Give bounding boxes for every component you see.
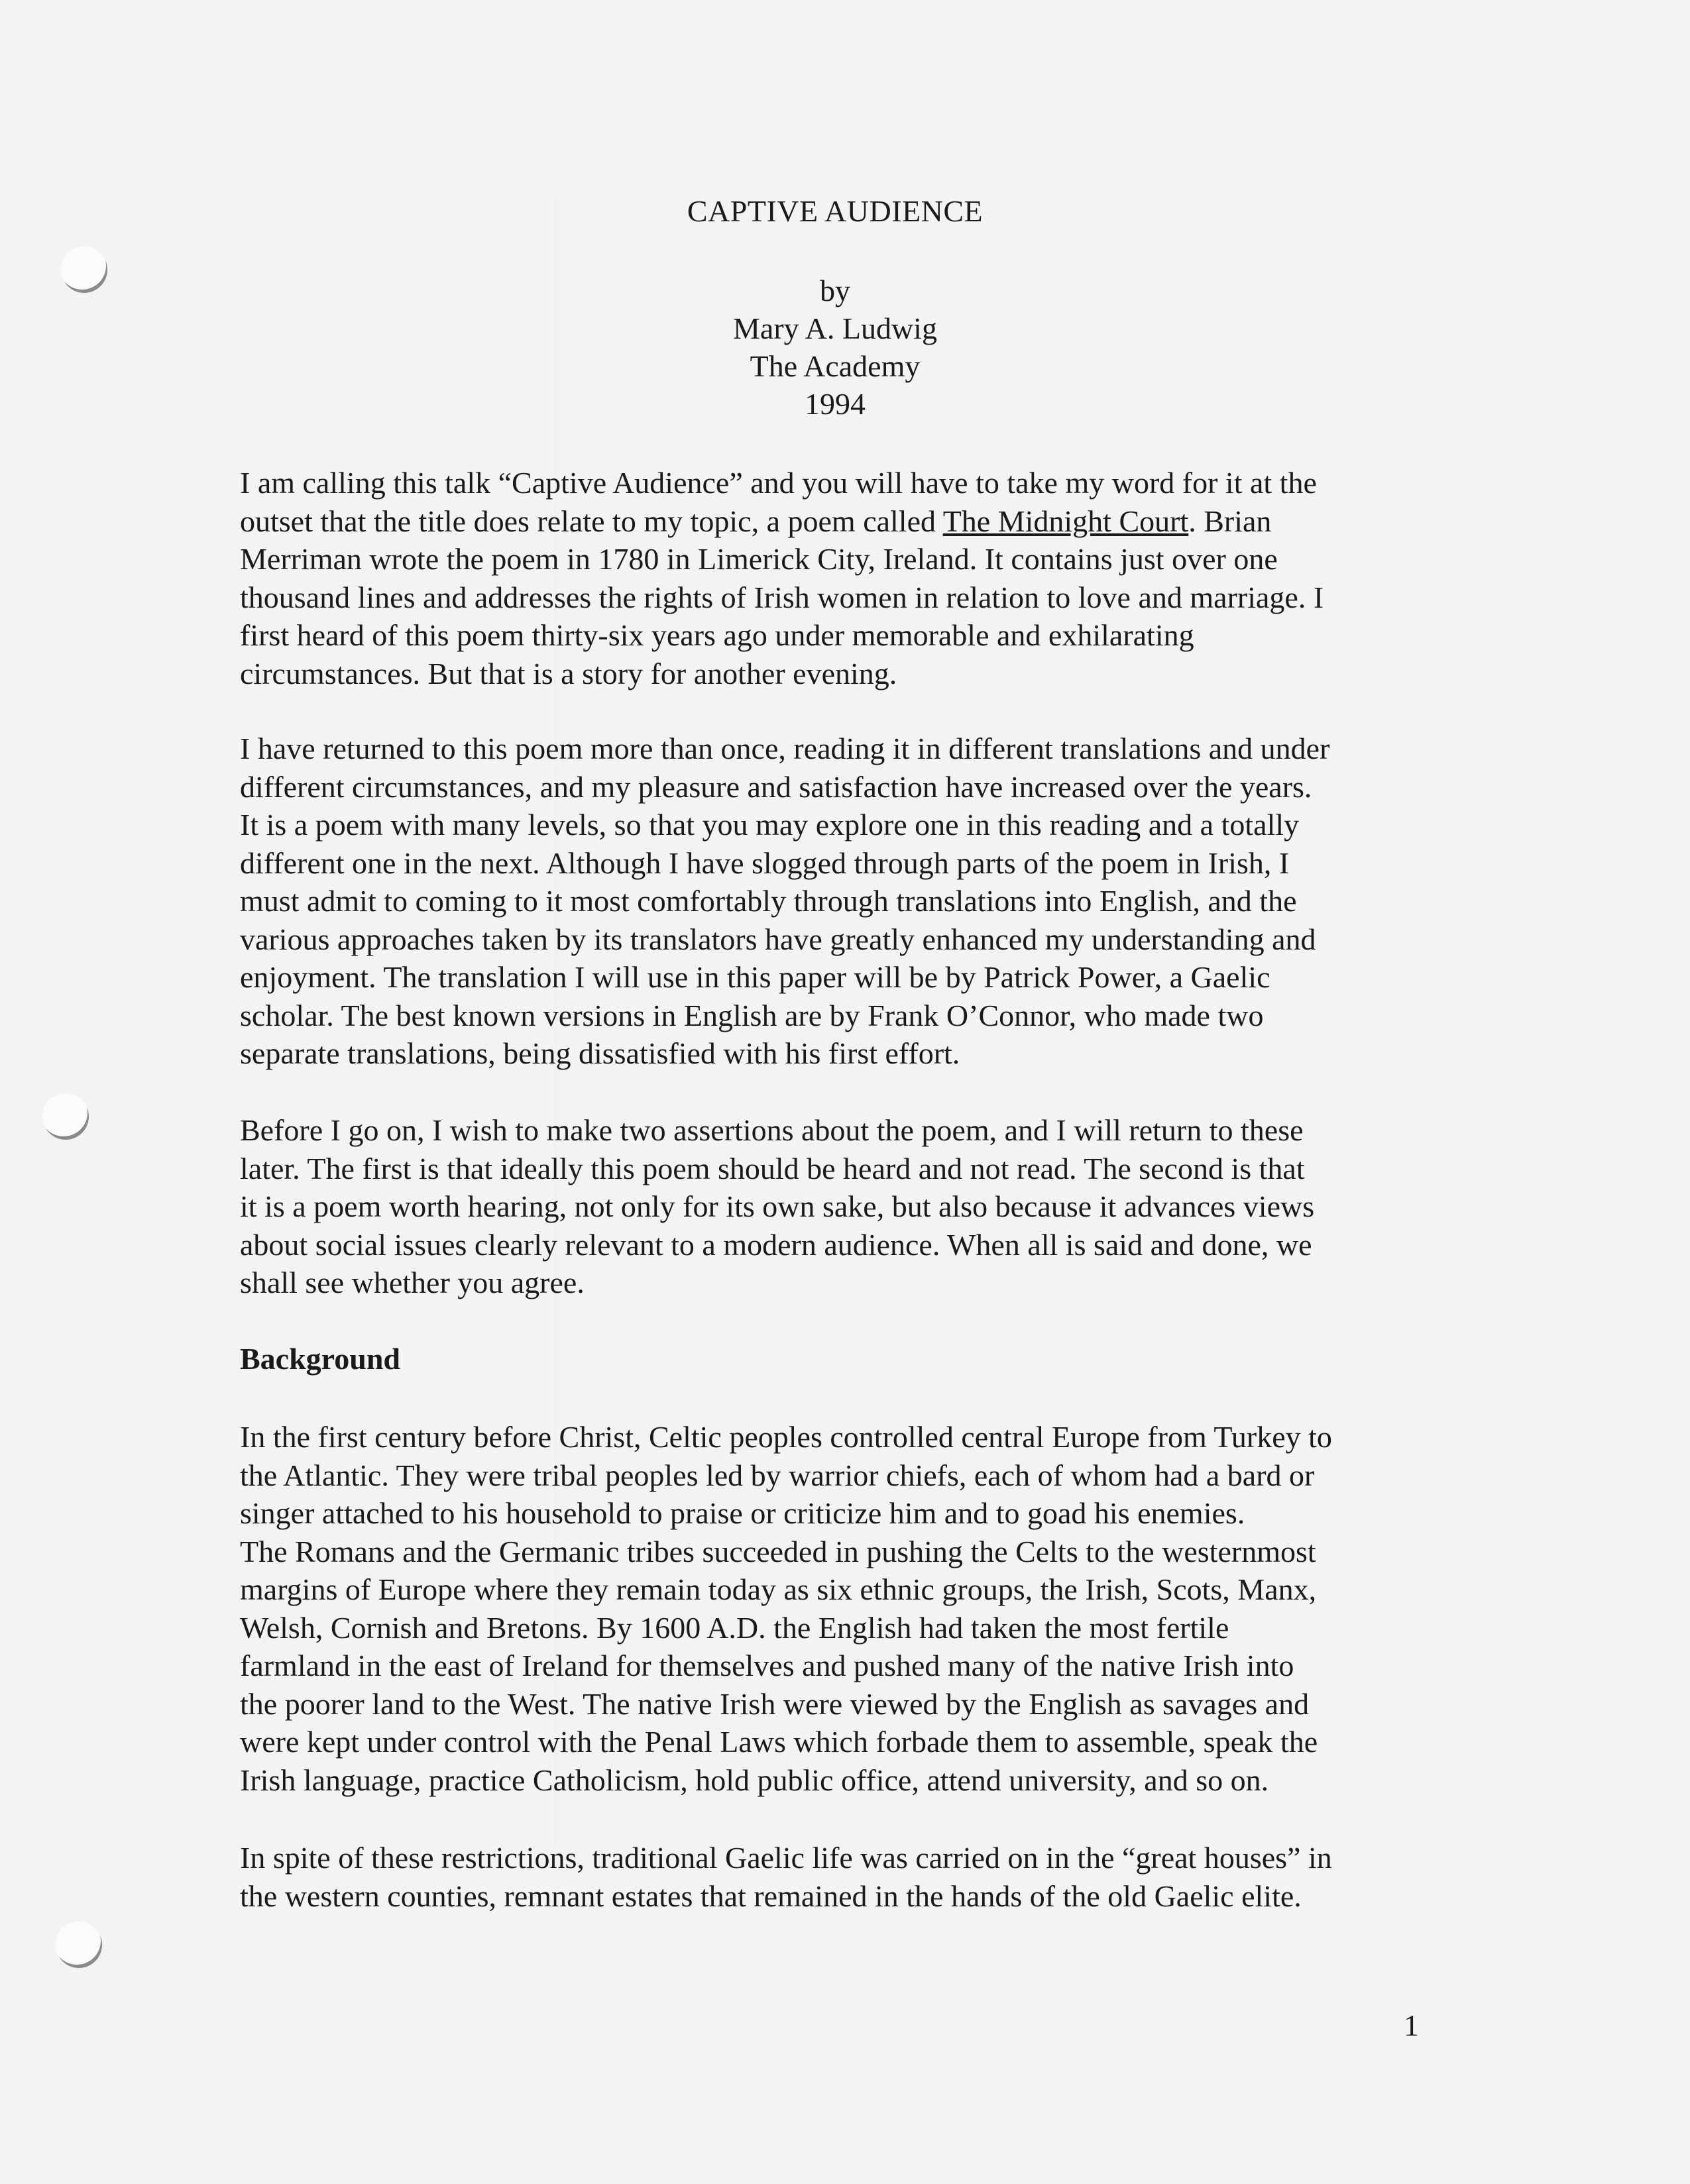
document-title: CAPTIVE AUDIENCE bbox=[687, 194, 984, 228]
paragraph-line: later. The first is that ideally this poem should be heard and not read. The second is that bbox=[240, 1151, 1305, 1185]
paragraph-line: separate translations, being dissatisfied with his first effort. bbox=[240, 1036, 960, 1070]
binder-hole-bottom bbox=[56, 1922, 102, 1968]
paragraph-line: circumstances. But that is a story for another evening. bbox=[240, 656, 897, 690]
paragraph-line: the poorer land to the West. The native Irish were viewed by the English as savages and bbox=[240, 1686, 1310, 1721]
paragraph-line: singer attached to his household to praise or criticize him and to goad his enemies. bbox=[240, 1496, 1245, 1530]
paragraph-line: enjoyment. The translation I will use in this paper will be by Patrick Power, a Gaelic bbox=[240, 960, 1270, 994]
paragraph-line: Merriman wrote the poem in 1780 in Limerick City, Ireland. It contains just over one bbox=[240, 542, 1278, 576]
paragraph-line: first heard of this poem thirty-six years ago under memorable and exhilarating bbox=[240, 618, 1194, 652]
paragraph-line: scholar. The best known versions in English are by Frank O’Connor, who made two bbox=[240, 998, 1264, 1032]
paragraph-line: were kept under control with the Penal Laws which forbade them to assemble, speak the bbox=[240, 1725, 1318, 1759]
paragraph-line: farmland in the east of Ireland for themselves and pushed many of the native Irish into bbox=[240, 1649, 1294, 1682]
paragraph-line: The Romans and the Germanic tribes succeeded in pushing the Celts to the westernmost bbox=[240, 1534, 1316, 1568]
paragraph-line: Before I go on, I wish to make two assertions about the poem, and I will return to these bbox=[240, 1113, 1304, 1147]
paragraph-line: the Atlantic. They were tribal peoples led by warrior chiefs, each of whom had a bard or bbox=[240, 1458, 1315, 1492]
paragraph-line: Welsh, Cornish and Bretons. By 1600 A.D. the English had taken the most fertile bbox=[240, 1610, 1229, 1645]
paragraph-line: it is a poem worth hearing, not only for its own sake, but also because it advances views bbox=[240, 1189, 1315, 1223]
paragraph-4 bbox=[240, 1418, 1433, 1799]
paragraph-1 bbox=[240, 464, 1433, 692]
paragraph-line: about social issues clearly relevant to a modern audience. When all is said and done, we bbox=[240, 1227, 1312, 1262]
paragraph-line: In the first century before Christ, Celtic peoples controlled central Europe from Turkey to bbox=[240, 1420, 1332, 1454]
author-name: Mary A. Ludwig bbox=[733, 311, 937, 345]
paragraph-line: thousand lines and addresses the rights of Irish women in relation to love and marriage. I bbox=[240, 580, 1324, 614]
paragraph-line: It is a poem with many levels, so that you may explore one in this reading and a totally bbox=[240, 808, 1300, 842]
paragraph-line: shall see whether you agree. bbox=[240, 1266, 585, 1299]
paragraph-line: the western counties, remnant estates that remained in the hands of the old Gaelic elite. bbox=[240, 1879, 1302, 1913]
page-number: 1 bbox=[1404, 2008, 1419, 2042]
binder-hole-middle bbox=[42, 1093, 89, 1140]
paragraph-line: margins of Europe where they remain today as six ethnic groups, the Irish, Scots, Manx, bbox=[240, 1572, 1317, 1606]
paragraph-line: I am calling this talk “Captive Audience” and you will have to take my word for it at the bbox=[240, 466, 1317, 500]
paragraph-line bbox=[240, 502, 1433, 541]
byline: by bbox=[820, 274, 850, 307]
paragraph-line: must admit to coming to it most comfortably through translations into English, and the bbox=[240, 884, 1297, 918]
paragraph-line: In spite of these restrictions, traditional Gaelic life was carried on in the “great houses” in bbox=[240, 1841, 1332, 1875]
paragraph-line: different circumstances, and my pleasure and satisfaction have increased over the years. bbox=[240, 769, 1312, 804]
paragraph-line-text: outset that the title does relate to my topic, a poem called bbox=[240, 504, 943, 538]
paragraph-line: different one in the next. Although I have slogged through parts of the poem in Irish, I bbox=[240, 846, 1290, 880]
poem-title: The Midnight Court bbox=[942, 504, 1189, 538]
organization: The Academy bbox=[750, 349, 921, 383]
paragraph-5 bbox=[240, 1839, 1433, 1915]
paragraph-line: various approaches taken by its translators have greatly enhanced my understanding and bbox=[240, 922, 1316, 956]
year: 1994 bbox=[805, 387, 866, 421]
paragraph-2 bbox=[240, 730, 1433, 1073]
paragraph-line: Irish language, practice Catholicism, hold public office, attend university, and so on. bbox=[240, 1763, 1269, 1797]
paragraph-line-text: . Brian bbox=[1188, 504, 1272, 538]
paragraph-3 bbox=[240, 1111, 1433, 1302]
section-heading: Background bbox=[240, 1342, 401, 1376]
paragraph-line: I have returned to this poem more than once, reading it in different translations and under bbox=[240, 732, 1330, 765]
